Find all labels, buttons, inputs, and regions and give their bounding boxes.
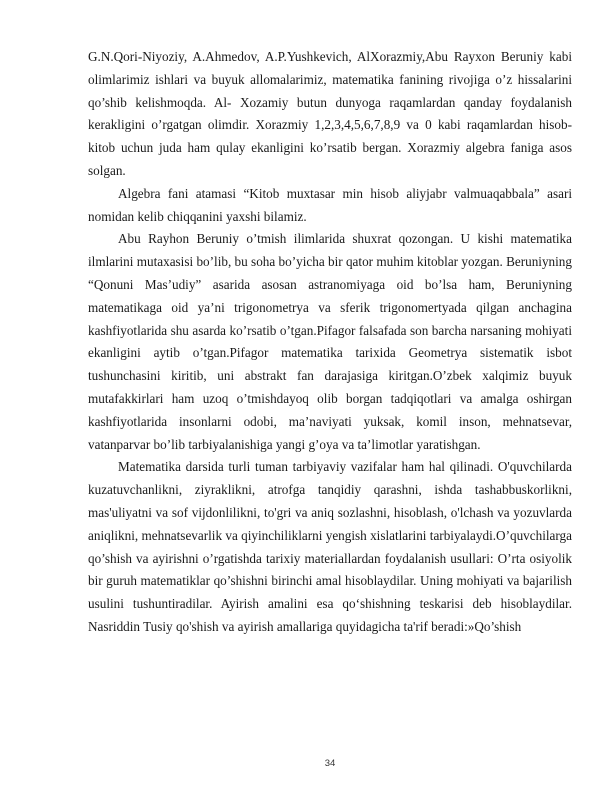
paragraph-3: Abu Rayhon Beruniy o’tmish ilimlarida shuxrat qozongan. U kishi matematika ilmlarini mutaxasisi bo’lib, bu soha bo’yicha bir qator muhim kitoblar yozgan. Beruniyning “Qonuni Mas’udiy” asarida asosan astranomiyaga oid bo’lsa ham, Beruniyning matematikaga oid ya’ni trigonometrya va sferik trigonomertyada qilgan anchagina kashfiyotlarida shu asarda ko’rsatib o’tgan.Pifagor falsafada son barcha narsaning mohiyati ekanligini aytib o’tgan.Pifagor matematika tarixida Geometrya sistematik isbot tushunchasini kiritib, uni abstrakt fan darajasiga kiritgan.O’zbek xalqimiz buyuk mutafakkirlari ham uzoq o’tmishdayoq olib borgan tadqiqotlari va amalga oshirgan kashfiyotlarida insonlarni odobi, ma’naviyati yuksak, komil inson, mehnatsevar, vatanparvar bo’lib tarbiyalanishiga yangi g’oya va ta’limotlar yaratishgan. — [88, 231, 572, 452]
document-body — [88, 46, 572, 639]
page-number: 34 — [324, 758, 336, 769]
paragraph-2: Algebra fani atamasi “Kitob muxtasar min hisob aliyjabr valmuaqabbala” asari nomidan kelib chiqqanini yaxshi bilamiz. — [88, 185, 572, 224]
paragraph-4: Matematika darsida turli tuman tarbiyaviy vazifalar ham hal qilinadi. O'quvchilarda kuzatuvchanlikni, ziyraklikni, atrofga tanqidiy qarashni, ishda tashabbuskorlikni, mas'uliyatni va sof vijdonlilikni, to'gri va aniq sozlashni, hisoblash, o'lchash va yozuvlarda aniqlikni, mehnatsevarlik va qiyinchiliklarni yengish xislatlarini tarbiyalaydi.O’quvchilarga qo’shish va ayirishni o’rgatishda tarixiy materiallardan foydalanish usullari: O’rta osiyolik bir guruh matematiklar qo’shishni birinchi amal hisoblaydilar. Uning mohiyati va bajarilish usulini tushuntiradilar. Ayirish amalini esa qo‘shishning teskarisi deb hisoblaydilar. Nasriddin Tusiy qo'shish va ayirish amallariga quyidagicha ta'rif beradi:»Qo’shish — [88, 459, 572, 634]
paragraph-1: G.N.Qori-Niyoziy, A.Ahmedov, A.P.Yushkevich, AlXorazmiy,Abu Rayxon Beruniy kabi olimlarimiz ishlari va buyuk allomalarimiz, matematika fanining rivojiga o’z hissalarini qo’shib kelishmoqda. Al- Xozamiy butun dunyoga raqamlardan qanday foydalanish kerakligini o’rgatgan olimdir. Xorazmiy 1,2,3,4,5,6,7,8,9 va 0 kabi raqamlardan hisob-kitob uchun juda ham qulay ekanligini ko’rsatib bergan. Xorazmiy algebra faniga asos solgan. — [88, 49, 572, 178]
